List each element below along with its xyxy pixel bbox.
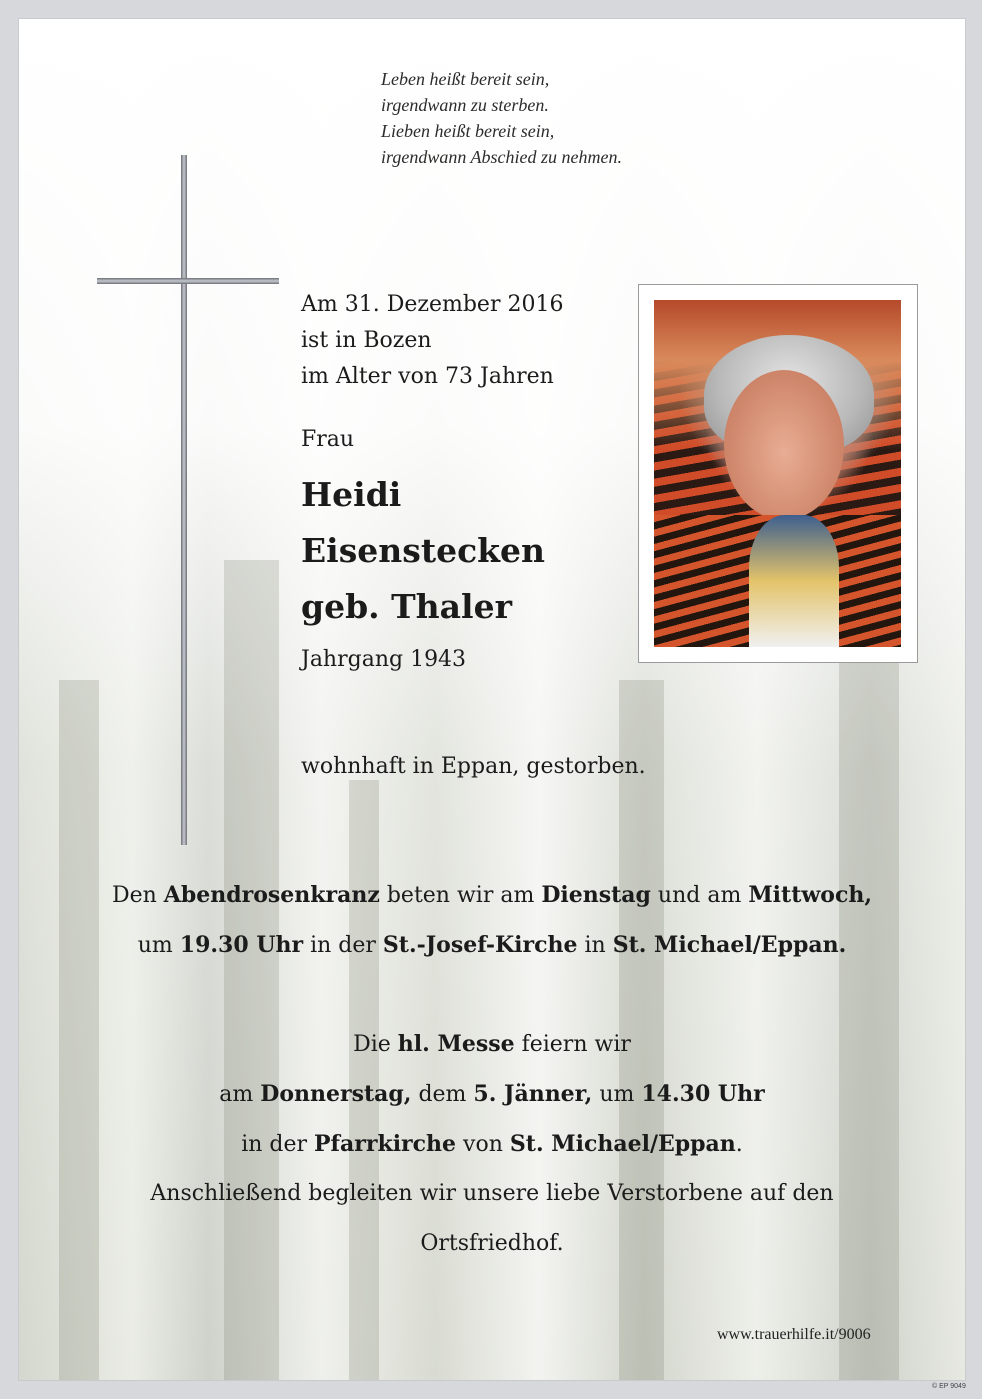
- cross-icon-bar: [97, 278, 279, 284]
- rosary-line-1: Den Abendrosenkranz beten wir am Dienstag und am Mittwoch,: [111, 882, 873, 908]
- maiden-name: geb. Thaler: [301, 587, 512, 626]
- quote: [381, 66, 622, 170]
- intro-line: ist in Bozen: [301, 328, 432, 353]
- residence-text: wohnhaft in Eppan, gestorben.: [301, 754, 646, 779]
- quote-line: irgendwann Abschied zu nehmen.: [381, 147, 622, 167]
- burial-line-1: Anschließend begleiten wir unsere liebe Verstorbene auf den: [150, 1181, 834, 1206]
- photo-frame: [638, 284, 918, 663]
- quote-line: Leben heißt bereit sein,: [381, 69, 550, 89]
- website-link[interactable]: www.trauerhilfe.it/9006: [717, 1326, 871, 1343]
- portrait-photo: [654, 300, 901, 647]
- mass-line-2: am Donnerstag, dem 5. Jänner, um 14.30 Uhr: [219, 1081, 765, 1107]
- deceased-name: [301, 467, 545, 635]
- mass-line-1: Die hl. Messe feiern wir: [353, 1031, 631, 1057]
- death-announcement: [301, 287, 563, 395]
- obituary-sheet: [18, 18, 966, 1381]
- quote-line: Lieben heißt bereit sein,: [381, 121, 555, 141]
- quote-line: irgendwann zu sterben.: [381, 95, 549, 115]
- cross-icon: [181, 155, 187, 845]
- burial-line-2: Ortsfriedhof.: [420, 1231, 564, 1256]
- intro-line: Am 31. Dezember 2016: [301, 292, 564, 317]
- intro-line: im Alter von 73 Jahren: [301, 364, 554, 389]
- last-name: Eisenstecken: [301, 531, 546, 570]
- first-name: Heidi: [301, 475, 402, 514]
- rosary-line-2: um 19.30 Uhr in der St.-Josef-Kirche in St. Michael/Eppan.: [137, 932, 847, 958]
- forest-background: [19, 19, 965, 1380]
- birth-year: Jahrgang 1943: [301, 647, 467, 672]
- salutation: Frau: [301, 427, 355, 452]
- print-code: © EP 9049: [932, 1383, 966, 1390]
- mass-line-3: in der Pfarrkirche von St. Michael/Eppan.: [241, 1131, 743, 1157]
